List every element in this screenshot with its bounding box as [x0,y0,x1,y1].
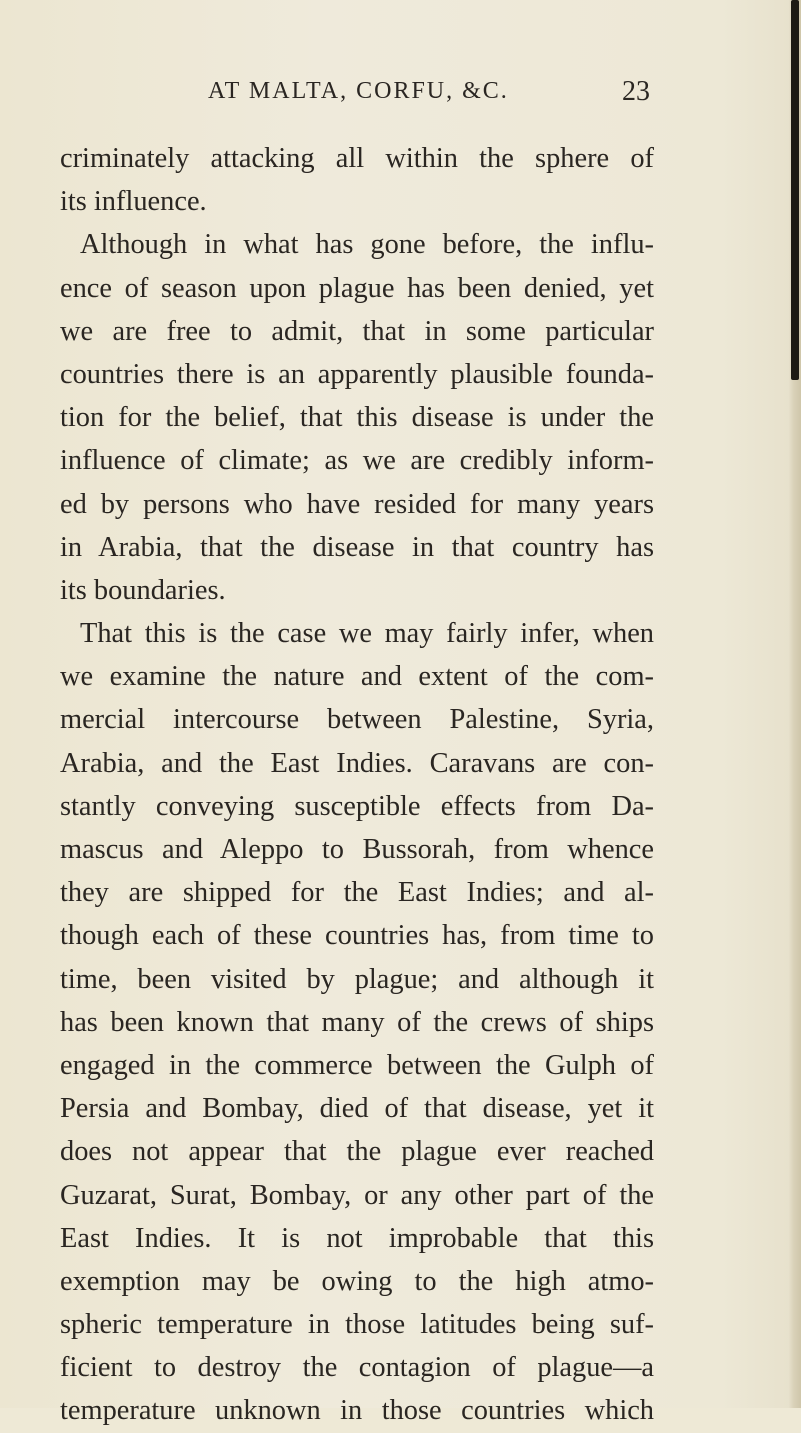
text-line: ed by persons who have resided for many years [60,488,654,520]
text-line: exemption may be owing to the high atmo- [60,1265,654,1297]
text-line: Arabia, and the East Indies. Caravans are con- [60,747,654,779]
text-line: countries there is an apparently plausible founda- [60,358,654,390]
text-line: tion for the belief, that this disease is under the [60,402,654,434]
text-line: its influence. [60,186,207,218]
text-line: Guzarat, Surat, Bombay, or any other part of the [60,1179,654,1211]
text-line: has been known that many of the crews of ships [60,1006,654,1038]
text-line: we are free to admit, that in some particular [60,315,654,347]
running-head-title: AT MALTA, CORFU, &C. [208,78,509,104]
page-edge [789,0,801,1408]
body-text [60,137,654,1433]
text-line: engaged in the commerce between the Gulph of [60,1049,654,1081]
text-line: stantly conveying susceptible effects from Da- [60,790,654,822]
text-line: Persia and Bombay, died of that disease, yet it [60,1093,654,1125]
text-line: That this is the case we may fairly infer, when [80,618,654,650]
text-line: in Arabia, that the disease in that country has [60,531,654,563]
binding-shadow [791,0,799,380]
text-line: does not appear that the plague ever reached [60,1136,654,1168]
text-line: its boundaries. [60,574,226,606]
text-line: spheric temperature in those latitudes being suf- [60,1309,654,1341]
text-line: they are shipped for the East Indies; and al- [60,877,654,909]
text-line: though each of these countries has, from time to [60,920,654,952]
text-line: mercial intercourse between Palestine, Syria, [60,704,654,736]
text-line: mascus and Aleppo to Bussorah, from whence [60,834,654,865]
text-line: criminately attacking all within the sphere of [60,143,654,174]
text-line: Although in what has gone before, the influ- [80,229,654,261]
text-line: temperature unknown in those countries which [60,1395,654,1427]
text-line: ence of season upon plague has been denied, yet [60,272,654,304]
text-line: time, been visited by plague; and although it [60,963,654,995]
page-number: 23 [622,76,650,107]
text-line: ficient to destroy the contagion of plague—a [60,1352,654,1384]
text-line: influence of climate; as we are credibly inform- [60,445,654,477]
text-line: East Indies. It is not improbable that this [60,1222,654,1254]
running-head [130,78,650,118]
text-line: we examine the nature and extent of the com- [60,661,654,693]
